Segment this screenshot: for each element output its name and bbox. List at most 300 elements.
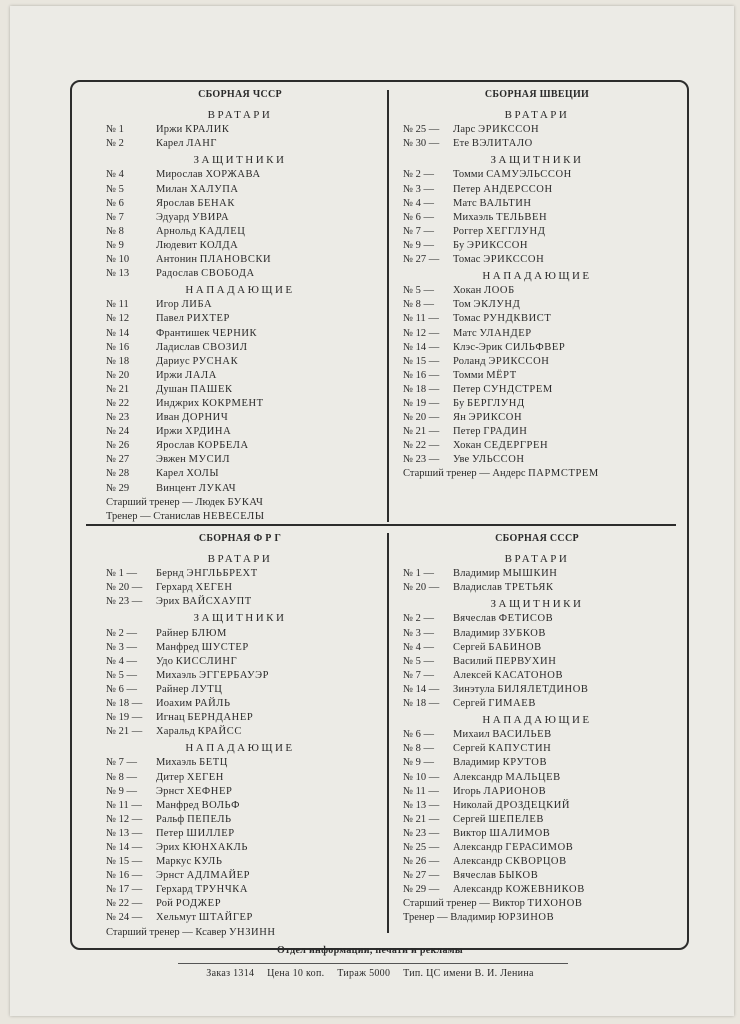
- player-last-name: КОРБЕЛА: [197, 440, 249, 452]
- player-number: № 27 —: [403, 254, 440, 266]
- player-number: № 16 —: [403, 369, 440, 381]
- player-row: [106, 267, 374, 281]
- player-number: № 11: [106, 299, 129, 311]
- player-number: № 6: [106, 197, 124, 209]
- player-number: № 4: [106, 169, 124, 181]
- player-number: № 20 —: [403, 582, 440, 594]
- player-first-name: Милан: [156, 183, 188, 195]
- team-frg: [106, 532, 374, 940]
- coach-last-name: БУКАЧ: [227, 496, 264, 508]
- player-row: [403, 841, 671, 855]
- player-number: № 4 —: [403, 197, 435, 209]
- player-first-name: Ете: [453, 138, 470, 150]
- coach-row: [106, 510, 374, 524]
- player-first-name: Василий: [453, 655, 493, 667]
- divider-horizontal: [86, 524, 676, 526]
- player-last-name: ФЕТИСОВ: [498, 613, 554, 625]
- team-title: СБОРНАЯ ЧССР: [198, 89, 282, 100]
- player-last-name: ПЕПЕЛЬ: [187, 813, 232, 825]
- coach-role: Старший тренер —: [106, 496, 193, 508]
- player-last-name: ШУСТЕР: [201, 641, 249, 653]
- player-first-name: Франтишек: [156, 327, 210, 339]
- player-last-name: ХАЛУПА: [190, 183, 239, 195]
- player-row: [106, 327, 374, 341]
- coach-last-name: ПАРМСТРЕМ: [528, 468, 599, 480]
- player-number: № 2: [106, 138, 124, 150]
- player-number: № 18 —: [106, 698, 143, 710]
- player-number: № 20 —: [403, 412, 440, 424]
- player-last-name: ПАШЕК: [190, 383, 233, 395]
- player-row: [106, 397, 374, 411]
- player-last-name: ГРАДИН: [483, 426, 528, 438]
- player-row: [106, 683, 374, 697]
- player-last-name: ШТАЙГЕР: [198, 912, 253, 924]
- player-number: № 13 —: [106, 827, 143, 839]
- player-first-name: Роланд: [453, 355, 486, 367]
- player-number: № 26 —: [403, 856, 440, 868]
- player-row: [403, 742, 671, 756]
- player-last-name: ВАЙСХАУПТ: [182, 596, 252, 608]
- player-row: [403, 341, 671, 355]
- player-first-name: Дариус: [156, 355, 190, 367]
- player-row: [106, 911, 374, 925]
- player-last-name: ЭРИКССОН: [478, 124, 540, 136]
- player-first-name: Зинэтула: [453, 683, 495, 695]
- player-last-name: КОЖЕВНИКОВ: [505, 884, 585, 896]
- player-last-name: БЕРГЛУНД: [467, 397, 525, 409]
- player-last-name: РОДЖЕР: [175, 898, 222, 910]
- player-number: № 4 —: [106, 655, 138, 667]
- player-first-name: Ян: [453, 412, 467, 424]
- player-number: № 25 —: [403, 124, 440, 136]
- player-number: № 16: [106, 341, 130, 353]
- player-first-name: Эвжен: [156, 454, 186, 466]
- team-czechoslovakia: [106, 88, 374, 524]
- player-first-name: Уве: [453, 454, 470, 466]
- player-first-name: Александр: [453, 841, 503, 853]
- player-first-name: Эрих: [156, 841, 180, 853]
- player-number: № 14 —: [403, 683, 440, 695]
- player-number: № 19 —: [403, 397, 440, 409]
- player-first-name: Мирослав: [156, 169, 203, 181]
- player-row: [403, 855, 671, 869]
- player-first-name: Михаил: [453, 729, 490, 741]
- player-row: [106, 298, 374, 312]
- coach-role: Старший тренер —: [403, 468, 490, 480]
- team-title: СБОРНАЯ Ф Р Г: [198, 533, 282, 544]
- player-first-name: Бу: [453, 239, 465, 251]
- divider-vertical-top: [387, 90, 389, 522]
- section-title: НАПАДАЮЩИЕ: [482, 714, 592, 727]
- player-number: № 11 —: [403, 785, 439, 797]
- player-row: [106, 869, 374, 883]
- player-row: [106, 312, 374, 326]
- player-number: № 13 —: [403, 799, 440, 811]
- player-first-name: Алексей: [453, 669, 492, 681]
- player-last-name: ШИЛЛЕР: [186, 827, 235, 839]
- player-last-name: ШАЛИМОВ: [489, 827, 551, 839]
- player-number: № 7 —: [403, 669, 435, 681]
- player-number: № 1: [106, 124, 124, 136]
- player-last-name: ПЕРВУХИН: [495, 655, 557, 667]
- team-title: СБОРНАЯ СССР: [495, 533, 579, 544]
- player-last-name: ВОЛЬФ: [201, 799, 241, 811]
- player-first-name: Бернд: [156, 568, 184, 580]
- player-last-name: БЕРНДАНЕР: [187, 712, 254, 724]
- player-first-name: Сергей: [453, 698, 486, 710]
- section-title: ЗАЩИТНИКИ: [490, 598, 584, 611]
- player-row: [403, 183, 671, 197]
- player-row: [403, 453, 671, 467]
- player-first-name: Томас: [453, 254, 481, 266]
- player-last-name: МЁРТ: [486, 369, 517, 381]
- section-title: ЗАЩИТНИКИ: [193, 154, 287, 167]
- player-number: № 18 —: [403, 383, 440, 395]
- coach-role: Старший тренер —: [106, 926, 193, 938]
- player-last-name: КРАЛИК: [185, 124, 230, 136]
- player-number: № 21 —: [403, 426, 440, 438]
- player-number: № 8 —: [403, 743, 435, 755]
- coach-row: [106, 496, 374, 510]
- player-number: № 10 —: [403, 771, 440, 783]
- player-number: № 23 —: [403, 454, 440, 466]
- player-number: № 24: [106, 426, 130, 438]
- player-number: № 6 —: [403, 729, 435, 741]
- player-last-name: ХЕФНЕР: [186, 785, 233, 797]
- player-row: [106, 813, 374, 827]
- player-row: [106, 168, 374, 182]
- player-first-name: Петер: [453, 183, 481, 195]
- player-row: [106, 711, 374, 725]
- player-row: [106, 225, 374, 239]
- player-number: № 5 —: [106, 669, 138, 681]
- player-first-name: Манфред: [156, 799, 199, 811]
- coach-role: Старший тренер —: [403, 898, 490, 910]
- player-last-name: УЛЬССОН: [472, 454, 525, 466]
- player-last-name: АДЛМАЙЕР: [186, 870, 251, 882]
- player-row: [106, 425, 374, 439]
- player-number: № 26: [106, 440, 130, 452]
- player-last-name: КАДЛЕЦ: [198, 225, 246, 237]
- coach-role: Тренер —: [403, 912, 448, 924]
- player-first-name: Бу: [453, 397, 465, 409]
- player-number: № 23 —: [106, 596, 143, 608]
- player-last-name: ХОРЖАВА: [205, 169, 261, 181]
- player-row: [106, 641, 374, 655]
- player-row: [403, 799, 671, 813]
- player-first-name: Райнер: [156, 683, 189, 695]
- player-number: № 27: [106, 454, 130, 466]
- player-last-name: ЧЕРНИК: [212, 327, 258, 339]
- coach-last-name: ТИХОНОВ: [527, 898, 583, 910]
- print-run: Тираж 5000: [337, 968, 391, 979]
- player-number: № 12 —: [403, 327, 440, 339]
- player-number: № 8: [106, 225, 124, 237]
- player-first-name: Вячеслав: [453, 613, 497, 625]
- player-last-name: РУСНАК: [192, 355, 239, 367]
- player-row: [403, 827, 671, 841]
- player-row: [106, 369, 374, 383]
- player-row: [106, 567, 374, 581]
- player-first-name: Хокан: [453, 285, 482, 297]
- player-last-name: КОКРМЕНТ: [201, 397, 264, 409]
- player-row: [403, 683, 671, 697]
- player-first-name: Харальд: [156, 726, 196, 738]
- player-first-name: Манфред: [156, 641, 199, 653]
- player-last-name: ТРЕТЬЯК: [504, 582, 554, 594]
- coach-row: [403, 467, 671, 481]
- coach-first-name: Людек: [195, 496, 225, 508]
- player-first-name: Винцент: [156, 482, 197, 494]
- player-first-name: Михаэль: [156, 669, 197, 681]
- player-last-name: СУНДСТРЕМ: [483, 383, 553, 395]
- player-number: № 27 —: [403, 870, 440, 882]
- player-number: № 1 —: [403, 568, 435, 580]
- player-first-name: Ральф: [156, 813, 185, 825]
- player-number: № 9: [106, 239, 124, 251]
- player-last-name: ЛАЛА: [185, 369, 217, 381]
- player-number: № 21 —: [403, 813, 440, 825]
- player-first-name: Николай: [453, 799, 493, 811]
- coach-first-name: Андерс: [492, 468, 526, 480]
- section-title: ЗАЩИТНИКИ: [490, 154, 584, 167]
- player-first-name: Ладислав: [156, 341, 200, 353]
- player-first-name: Людевит: [156, 239, 198, 251]
- player-row: [403, 355, 671, 369]
- player-last-name: БАБИНОВ: [488, 641, 542, 653]
- player-row: [403, 813, 671, 827]
- player-row: [106, 123, 374, 137]
- player-number: № 29: [106, 482, 130, 494]
- team-sweden: [403, 88, 671, 481]
- player-last-name: СВОБОДА: [201, 268, 255, 280]
- player-row: [106, 897, 374, 911]
- player-first-name: Матс: [453, 327, 477, 339]
- player-row: [106, 197, 374, 211]
- player-first-name: Рой: [156, 898, 174, 910]
- player-first-name: Игор: [156, 299, 179, 311]
- section-title: НАПАДАЮЩИЕ: [482, 270, 592, 283]
- player-row: [403, 567, 671, 581]
- player-row: [403, 284, 671, 298]
- player-number: № 25 —: [403, 841, 440, 853]
- player-number: № 14 —: [106, 841, 143, 853]
- player-last-name: ХРДИНА: [185, 426, 232, 438]
- player-last-name: УВИРА: [192, 211, 230, 223]
- player-row: [106, 341, 374, 355]
- player-row: [403, 197, 671, 211]
- player-row: [106, 137, 374, 151]
- player-row: [106, 411, 374, 425]
- player-last-name: РАЙЛЬ: [194, 698, 231, 710]
- player-number: № 5: [106, 183, 124, 195]
- player-last-name: ШЕПЕЛЕВ: [488, 813, 544, 825]
- player-number: № 14: [106, 327, 130, 339]
- player-last-name: БЫКОВ: [498, 870, 539, 882]
- player-last-name: ЭРИКСОН: [468, 412, 523, 424]
- player-first-name: Герхард: [156, 884, 193, 896]
- player-first-name: Эрнст: [156, 785, 185, 797]
- player-row: [106, 785, 374, 799]
- player-last-name: ГЕРАСИМОВ: [505, 841, 574, 853]
- player-number: № 6 —: [106, 683, 138, 695]
- player-number: № 22 —: [106, 898, 143, 910]
- section-title: ВРАТАРИ: [207, 109, 273, 122]
- player-last-name: ПЛАНОВСКИ: [199, 254, 272, 266]
- coach-first-name: Ксавер: [195, 926, 227, 938]
- player-number: № 18 —: [403, 698, 440, 710]
- player-number: № 12: [106, 313, 130, 325]
- player-number: № 18: [106, 355, 130, 367]
- player-last-name: РИХТЕР: [186, 313, 230, 325]
- coach-row: [403, 911, 671, 925]
- player-number: № 20: [106, 369, 130, 381]
- player-row: [106, 697, 374, 711]
- player-number: № 7 —: [106, 757, 138, 769]
- section-title: НАПАДАЮЩИЕ: [185, 284, 295, 297]
- player-first-name: Иоахим: [156, 698, 193, 710]
- player-row: [106, 383, 374, 397]
- player-row: [403, 298, 671, 312]
- player-row: [403, 756, 671, 770]
- player-first-name: Петер: [453, 426, 481, 438]
- player-number: № 10: [106, 254, 130, 266]
- player-row: [403, 168, 671, 182]
- player-first-name: Эдуард: [156, 211, 190, 223]
- section-title: ВРАТАРИ: [504, 109, 570, 122]
- player-last-name: ЭКЛУНД: [473, 299, 521, 311]
- player-number: № 9 —: [106, 785, 138, 797]
- printer: Тип. ЦС имени В. И. Ленина: [403, 968, 534, 979]
- player-row: [106, 355, 374, 369]
- player-last-name: ЭГГЕРБАУЭР: [199, 669, 270, 681]
- player-row: [403, 785, 671, 799]
- player-last-name: СКВОРЦОВ: [505, 856, 567, 868]
- team-ussr: [403, 532, 671, 925]
- coach-row: [403, 897, 671, 911]
- player-number: № 7 —: [403, 225, 435, 237]
- player-row: [403, 697, 671, 711]
- player-first-name: Эрих: [156, 596, 180, 608]
- coach-role: Тренер —: [106, 510, 151, 522]
- player-number: № 5 —: [403, 655, 435, 667]
- player-last-name: ГИМАЕВ: [488, 698, 536, 710]
- coach-last-name: УНЗИНН: [228, 926, 276, 938]
- player-first-name: Игнац: [156, 712, 185, 724]
- player-last-name: КАСАТОНОВ: [494, 669, 564, 681]
- player-row: [106, 725, 374, 739]
- coach-last-name: ЮРЗИНОВ: [498, 912, 555, 924]
- player-first-name: Иржи: [156, 426, 183, 438]
- player-row: [403, 383, 671, 397]
- player-number: № 20 —: [106, 582, 143, 594]
- player-first-name: Дитер: [156, 771, 185, 783]
- player-last-name: ДОРНИЧ: [182, 412, 229, 424]
- player-number: № 17 —: [106, 884, 143, 896]
- player-number: № 9 —: [403, 239, 435, 251]
- player-last-name: СИЛЬФВЕР: [505, 341, 566, 353]
- player-number: № 21: [106, 383, 130, 395]
- program-page: [10, 6, 734, 1016]
- player-first-name: Клэс-Эрик: [453, 341, 503, 353]
- player-row: [403, 239, 671, 253]
- player-row: [106, 669, 374, 683]
- player-first-name: Сергей: [453, 743, 486, 755]
- player-last-name: КЮНХАКЛЬ: [182, 841, 248, 853]
- player-number: № 19 —: [106, 712, 143, 724]
- player-row: [106, 253, 374, 267]
- player-row: [403, 869, 671, 883]
- player-first-name: Петер: [156, 827, 184, 839]
- player-first-name: Александр: [453, 856, 503, 868]
- player-number: № 12 —: [106, 813, 143, 825]
- coach-first-name: Владимир: [450, 912, 496, 924]
- coach-row: [106, 926, 374, 940]
- player-first-name: Владимир: [453, 568, 500, 580]
- player-last-name: ЭРИКССОН: [483, 254, 545, 266]
- player-last-name: САМУЭЛЬССОН: [486, 169, 572, 181]
- player-last-name: ТЕЛЬВЕН: [496, 211, 548, 223]
- player-first-name: Ларс: [453, 124, 476, 136]
- player-first-name: Герхард: [156, 582, 193, 594]
- player-first-name: Радослав: [156, 268, 199, 280]
- player-number: № 21 —: [106, 726, 143, 738]
- player-number: № 28: [106, 468, 130, 480]
- player-row: [106, 841, 374, 855]
- coach-first-name: Станислав: [153, 510, 201, 522]
- player-last-name: ВАСИЛЬЕВ: [492, 729, 552, 741]
- player-first-name: Хокан: [453, 440, 482, 452]
- player-number: № 24 —: [106, 912, 143, 924]
- player-last-name: ЭРИКССОН: [488, 355, 550, 367]
- player-row: [106, 756, 374, 770]
- player-number: № 4 —: [403, 641, 435, 653]
- player-last-name: ВАЛЬТИН: [479, 197, 532, 209]
- player-row: [106, 655, 374, 669]
- player-number: № 3 —: [106, 641, 138, 653]
- player-last-name: СЕДЕРГРЕН: [484, 440, 549, 452]
- player-last-name: ЛУТЦ: [191, 683, 223, 695]
- team-title: СБОРНАЯ ШВЕЦИИ: [484, 89, 590, 100]
- player-last-name: ХЕГЕН: [195, 582, 233, 594]
- player-first-name: Ярослав: [156, 197, 195, 209]
- player-number: № 30 —: [403, 138, 440, 150]
- player-last-name: ВЭЛИТАЛО: [471, 138, 533, 150]
- footer-imprint: [0, 968, 740, 979]
- player-first-name: Михаэль: [156, 757, 197, 769]
- player-row: [403, 225, 671, 239]
- player-last-name: РУНДКВИСТ: [483, 313, 552, 325]
- footer-rule: [178, 963, 568, 964]
- player-last-name: ХЕГЕН: [186, 771, 224, 783]
- player-last-name: ДРОЗДЕЦКИЙ: [495, 799, 571, 811]
- coach-last-name: НЕВЕСЕЛЫ: [202, 510, 265, 522]
- player-number: № 6 —: [403, 211, 435, 223]
- player-row: [403, 327, 671, 341]
- player-last-name: ЛАРИОНОВ: [483, 785, 547, 797]
- player-last-name: КИССЛИНГ: [175, 655, 238, 667]
- player-number: № 23 —: [403, 827, 440, 839]
- player-number: № 29 —: [403, 884, 440, 896]
- player-first-name: Сергей: [453, 813, 486, 825]
- player-row: [403, 253, 671, 267]
- coach-first-name: Виктор: [492, 898, 525, 910]
- player-row: [403, 137, 671, 151]
- player-first-name: Виктор: [453, 827, 487, 839]
- player-row: [106, 855, 374, 869]
- player-number: № 11 —: [403, 313, 439, 325]
- player-last-name: АНДЕРССОН: [483, 183, 553, 195]
